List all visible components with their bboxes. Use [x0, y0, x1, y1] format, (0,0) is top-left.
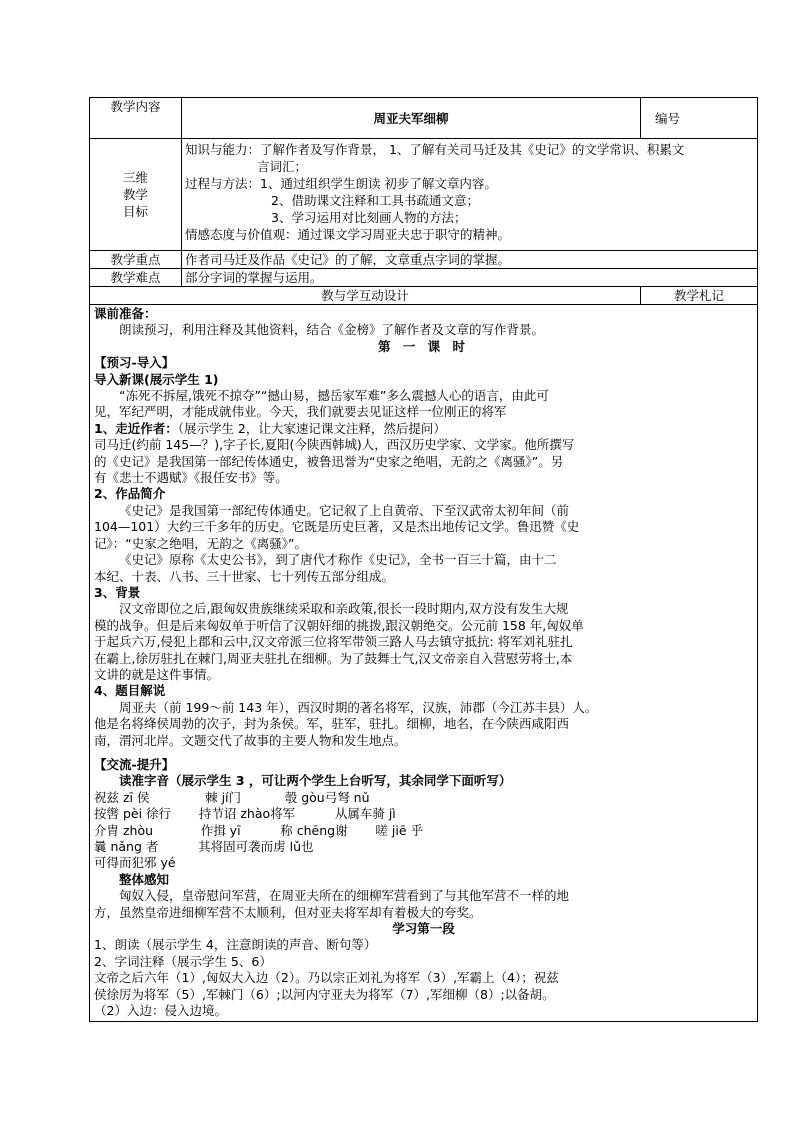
- intro-line: “冻死不拆屋,饿死不掠夺”“撼山易，撼岳家军难”多么震撼人心的语言，由此可: [119, 388, 549, 404]
- number-label: [641, 98, 758, 139]
- work-line: 《史记》原称《太史公书》，到了唐代才称作《史记》，全书一百三十篇，由十二: [119, 552, 557, 568]
- work-title: 2、作品简介: [94, 486, 166, 502]
- lesson-plan: [89, 97, 757, 1022]
- topic-line: 南，渭河北岸。文题交代了故事的主要人物和发生地点。: [94, 732, 407, 748]
- study-step: 1、朗读（展示学生 4，注意朗读的声音、断句等）: [94, 937, 377, 953]
- background-line: 模的战争。但是后来匈奴单于听信了汉朝奸细的挑拨,跟汉朝绝交。公元前 158 年,匈奴单: [94, 617, 584, 633]
- difficulty-text: 部分字词的掌握与运用。: [182, 269, 758, 287]
- preview-title: 【预习-导入】: [94, 355, 175, 371]
- background-title: 3、背景: [94, 584, 141, 600]
- work-line: 记》：“史家之绝唱，无韵之《离骚》”。: [94, 535, 307, 551]
- work-line: 本纪、十表、八书、三十世家、七十列传五部分组成。: [94, 568, 395, 584]
- objectives-label-line: 三维: [122, 170, 148, 185]
- author-line: 的《史记》是我国第一部纪传体通史，被鲁迅誉为“史家之绝唱，无韵之《离骚》”。另: [94, 453, 564, 469]
- key-point-label: 教学重点: [90, 251, 182, 269]
- read-title: 读准字音（展示学生 3 ，可让两个学生上台听写，其余同学下面听写）: [119, 773, 512, 789]
- overall-line: 匈奴入侵，皇帝慰问军营，在周亚夫所在的细柳军营看到了与其他军营不一样的地: [119, 888, 570, 904]
- pinyin-row: 可得而犯邪 yé: [94, 855, 176, 871]
- background-line: 文讲的就是这件事情。: [94, 666, 220, 682]
- work-line: 《史记》是我国第一部纪传体通史。它记叙了上自黄帝、下至汉武帝太初年间（前: [119, 502, 570, 518]
- objectives-label-line: 目标: [122, 204, 148, 219]
- author-line: 司马迁(约前 145—？),字子长,夏阳(今陕西韩城)人，西汉历史学家、文学家。他所撰写: [94, 437, 575, 453]
- content-label: 教学内容: [90, 98, 182, 139]
- objectives-label-line: 教学: [122, 187, 148, 202]
- study-title: 学习第一段: [392, 921, 455, 937]
- pinyin-row: 曩 nǎng 者 其将固可袭而虏 lǔ也: [94, 839, 314, 854]
- pinyin-row: 祝兹 zī 侯 棘 jí门 彀 gòu弓弩 nǔ: [94, 789, 370, 805]
- text-line: 侯徐厉为将军（5）,军棘门（6）;以河内守亚夫为将军（7）,军细柳（8）;以备胡。: [94, 986, 555, 1002]
- page-title: 周亚夫军细柳: [182, 98, 641, 139]
- pinyin-row: 介胄 zhòu 作揖 yī 称 chēng谢 嗟 jiē 乎: [94, 822, 423, 838]
- objective-line: 2、借助课文注释和工具书疏通文意；: [271, 193, 479, 208]
- author-title: 1、走近作者：: [94, 420, 178, 436]
- lesson-title: 第 一 课 时: [377, 338, 470, 354]
- overall-line: 方，虽然皇帝进细柳军营不太顺利，但对亚夫将军却有着极大的夸奖。: [94, 904, 482, 920]
- objective-line: 言词汇；: [257, 159, 308, 174]
- objectives-content: [182, 139, 758, 251]
- topic-line: 他是名将绛侯周勃的次子，封为条侯。军，驻军，驻扎。细柳，地名，在今陕西咸阳西: [94, 716, 570, 732]
- author-heading: [94, 421, 753, 437]
- note-line: （2）入边：侵入边境。: [94, 1003, 227, 1019]
- background-line: 汉文帝即位之后,跟匈奴贵族继续采取和亲政策,很长一段时期内,双方没有发生大规: [119, 601, 569, 617]
- objective-line: 知识与能力：了解作者及写作背景， 1、了解有关司马迁及其《史记》的文学常识、积累文: [185, 142, 685, 157]
- author-line: 有《悲士不遇赋》《报任安书》等。: [94, 470, 288, 486]
- intro-title: 导入新课(展示学生 1): [94, 371, 219, 387]
- lesson-plan-table: [89, 97, 758, 1022]
- overall-title: 整体感知: [119, 871, 170, 887]
- background-line: 于起兵六万,侵犯上郡和云中,汉文帝派三位将军带领三路人马去镇守抵抗: 将军刘礼驻扎: [94, 634, 573, 650]
- prep-text: 朗读预习，利用注释及其他资料，结合《金榜》了解作者及文章的写作背景。: [119, 322, 545, 338]
- difficulty-label: 教学难点: [90, 269, 182, 287]
- objective-line: 情感态度与价值观：通过课文学习周亚夫忠于职守的精神。: [185, 227, 511, 242]
- intro-line: 见，军纪严明，才能成就伟业。今天，我们就要去见证这样一位刚正的将军: [94, 404, 507, 420]
- author-hint: （展示学生 2，让大家速记课文注释，然后提问）: [177, 420, 446, 436]
- study-step: 2、字词注释（展示学生 5、6）: [94, 953, 272, 969]
- exchange-title: 【交流-提升】: [94, 756, 175, 772]
- pinyin-row: 按辔 pèi 徐行 持节诏 zhào将军 从属车骑 jì: [94, 806, 396, 822]
- objective-line: 过程与方法：1、通过组织学生朗读 初步了解文章内容。: [185, 176, 497, 191]
- topic-title: 4、题目解说: [94, 683, 166, 699]
- text-line: 文帝之后六年（1）,匈奴大入边（2）。乃以宗正刘礼为将军（3）,军霸上（4）；祝兹: [94, 970, 559, 986]
- background-line: 在霸上,徐厉驻扎在棘门,周亚夫驻扎在细柳。为了鼓舞士气,汉文帝亲自入营慰劳将士,本: [94, 650, 573, 666]
- number-label-text: 编号: [655, 110, 681, 126]
- notes-header: 教学札记: [641, 287, 758, 305]
- objectives-label: [90, 139, 182, 251]
- work-line: 104—101）大约三千多年的历史。它既是历史巨著，又是杰出地传记文学。鲁迅赞《史: [94, 519, 580, 535]
- prep-title: 课前准备：: [94, 306, 157, 321]
- objective-line: 3、学习运用对比刻画人物的方法；: [271, 210, 467, 225]
- design-header: 教与学互动设计: [90, 287, 641, 305]
- topic-line: 周亚夫（前 199～前 143 年），西汉时期的著名将军，汉族，沛郡（今江苏丰县）人。: [119, 699, 598, 715]
- key-point-text: 作者司马迁及作品《史记》的了解，文章重点字词的掌握。: [182, 251, 758, 269]
- design-body: [90, 305, 758, 1022]
